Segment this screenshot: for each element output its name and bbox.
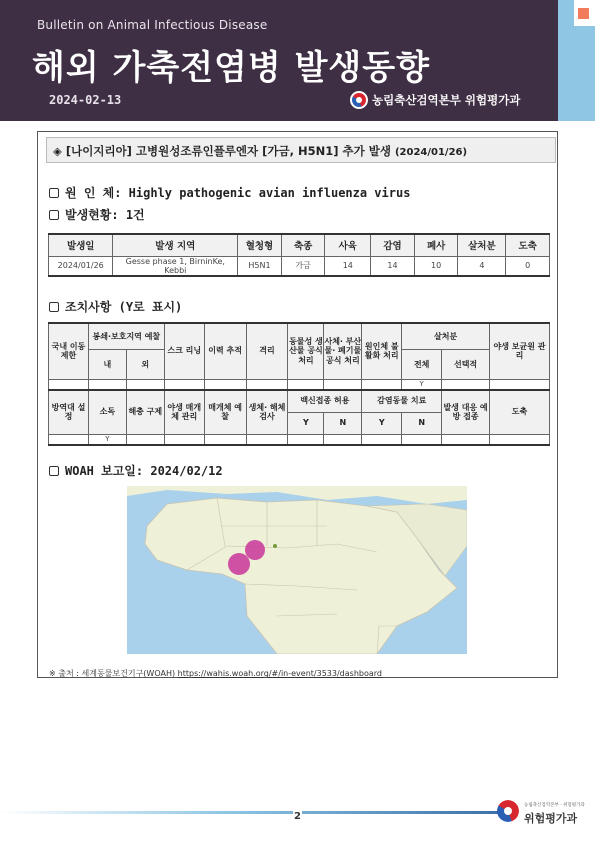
table-cell: H5N1: [238, 256, 282, 276]
measures-value-row: [49, 379, 550, 390]
section-title: [46, 137, 556, 163]
col-header: 감염: [371, 234, 415, 256]
table-cell: 가금: [281, 256, 325, 276]
status-text: 발생현황: 1건: [65, 208, 145, 222]
col-header: 살처분: [402, 323, 490, 350]
measure-cell: [362, 379, 402, 390]
measure-cell: [126, 434, 164, 445]
col-subheader: 전체: [402, 350, 442, 379]
measure-cell: [402, 434, 442, 445]
table-cell: 10: [414, 256, 458, 276]
table-cell: 14: [371, 256, 415, 276]
checkbox-icon: [49, 210, 59, 220]
measures-table: [48, 322, 550, 446]
section-date: (2024/01/26): [394, 147, 468, 158]
measures-heading: 조치사항 (Y로 표시): [65, 300, 183, 314]
col-header: 국내 이동 제한: [49, 323, 89, 379]
woah-line: [49, 462, 223, 479]
measure-cell: [442, 434, 490, 445]
source-label: ※ 출처 : 세계동물보건기구(WOAH): [49, 669, 176, 678]
measure-cell: [49, 379, 89, 390]
col-header: 격리: [246, 323, 288, 379]
measure-cell: [204, 379, 246, 390]
status-line: [49, 206, 145, 223]
table-cell: Gesse phase 1, BirninKe, Kebbi: [113, 256, 238, 276]
measure-cell: [204, 434, 246, 445]
col-header: 혈청형: [238, 234, 282, 256]
checkbox-icon: [49, 466, 59, 476]
col-header: 방역대 설정: [49, 390, 89, 434]
col-header: 감염동물 치료: [362, 390, 442, 412]
page-number: 2: [294, 811, 301, 822]
table-cell: 0: [506, 256, 550, 276]
source-note: [49, 668, 382, 679]
outbreak-marker: [228, 553, 250, 575]
page-title: 해외 가축전염병 발생동향: [32, 48, 430, 88]
footer-emblem-icon: [497, 800, 519, 822]
government-emblem-icon: [350, 91, 368, 109]
issue-date: 2024-02-13: [49, 93, 122, 107]
measure-cell: [442, 379, 490, 390]
outbreak-table: [48, 233, 550, 277]
table-cell: 4: [458, 256, 506, 276]
col-subheader: N: [402, 412, 442, 434]
col-header: 생체· 해체 검사: [246, 390, 288, 434]
measure-cell: [288, 434, 324, 445]
col-header: 원인체 불활화 처리: [362, 323, 402, 379]
org-block: [350, 91, 520, 109]
col-subheader: 외: [126, 350, 164, 379]
measure-cell: Y: [402, 379, 442, 390]
col-header: 매개체 예찰: [204, 390, 246, 434]
measure-cell: [490, 434, 550, 445]
outbreak-map: [127, 486, 467, 654]
measure-cell: [49, 434, 89, 445]
col-subheader: Y: [362, 412, 402, 434]
col-header: 동물성 생산물 공식 처리: [288, 323, 324, 379]
measure-cell: [362, 434, 402, 445]
checkbox-icon: [49, 302, 59, 312]
col-header: 야생 보균원 관리: [490, 323, 550, 379]
footer-org: 위험평가과: [524, 812, 578, 825]
source-link[interactable]: https://wahis.woah.org/#/in-event/3533/dashboard: [177, 669, 382, 678]
col-subheader: N: [324, 412, 362, 434]
measures-header-row-2: [49, 390, 550, 412]
col-header: 살처분: [458, 234, 506, 256]
measures-line: [49, 298, 182, 315]
measure-cell: [490, 379, 550, 390]
col-subheader: 내: [88, 350, 126, 379]
footer-line: [0, 811, 500, 814]
measures-value-row-2: [49, 434, 550, 445]
measure-cell: Y: [88, 434, 126, 445]
table-cell: 14: [325, 256, 371, 276]
col-header: 봉쇄·보호지역 예찰: [88, 323, 164, 350]
cause-text: 원 인 체: Highly pathogenic avian influenza virus: [65, 186, 411, 200]
measure-cell: [246, 434, 288, 445]
col-header: 사체· 부산물· 폐기물 공식 처리: [324, 323, 362, 379]
col-subheader: 선택적: [442, 350, 490, 379]
measures-header-row: [49, 323, 550, 350]
location-dot: [273, 544, 277, 548]
measure-cell: [324, 434, 362, 445]
measure-cell: [88, 379, 126, 390]
woah-report-date: WOAH 보고일: 2024/02/12: [65, 464, 223, 478]
col-header: 도축: [490, 390, 550, 434]
measure-cell: [164, 434, 204, 445]
col-header: 발생 대응 예방 접종: [442, 390, 490, 434]
measure-cell: [164, 379, 204, 390]
checkbox-icon: [49, 188, 59, 198]
cause-line: [49, 184, 410, 201]
measure-cell: [246, 379, 288, 390]
corner-dot: [578, 8, 589, 19]
col-header: 사육: [325, 234, 371, 256]
col-header: 스크 리닝: [164, 323, 204, 379]
col-header: 이력 추적: [204, 323, 246, 379]
col-header: 발생일: [49, 234, 113, 256]
outbreak-marker: [245, 540, 265, 560]
table-header-row: [49, 234, 550, 256]
col-subheader: Y: [288, 412, 324, 434]
measure-cell: [126, 379, 164, 390]
col-header: 발생 지역: [113, 234, 238, 256]
measure-cell: [288, 379, 324, 390]
bulletin-subtitle: Bulletin on Animal Infectious Disease: [37, 18, 268, 32]
col-header: 축종: [281, 234, 325, 256]
table-row: [49, 256, 550, 276]
africa-map-image: [127, 486, 467, 654]
table-cell: 2024/01/26: [49, 256, 113, 276]
col-header: 백신접종 허용: [288, 390, 362, 412]
section-title-text: [나이지리아] 고병원성조류인플루엔자 [가금, H5N1] 추가 발생: [65, 144, 391, 158]
org-name: 농림축산검역본부 위험평가과: [372, 93, 521, 107]
measure-cell: [324, 379, 362, 390]
footer-org-small: 농림축산검역본부 · 위험평가과: [524, 803, 585, 808]
col-header: 해충 구제: [126, 390, 164, 434]
col-header: 야생 매개체 관리: [164, 390, 204, 434]
diamond-marker-icon: ◈: [53, 144, 62, 158]
col-header: 소독: [88, 390, 126, 434]
col-header: 폐사: [414, 234, 458, 256]
col-header: 도축: [506, 234, 550, 256]
